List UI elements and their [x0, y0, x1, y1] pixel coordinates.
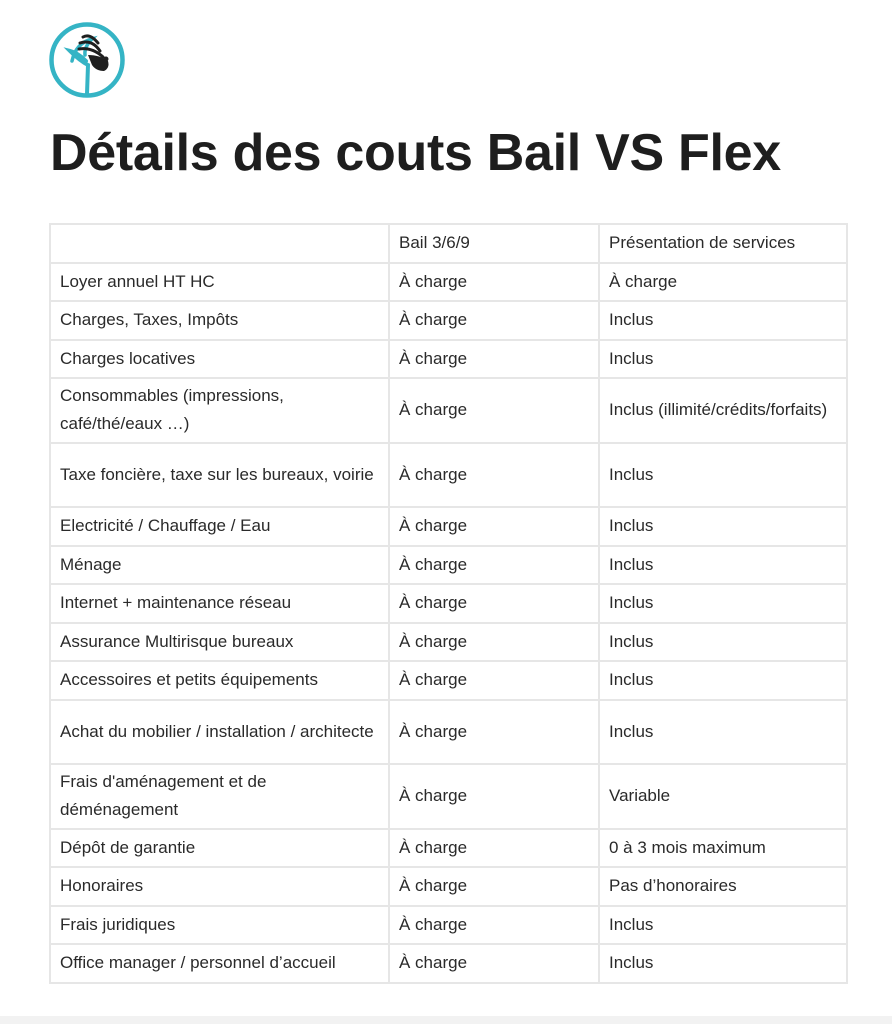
header-cell-bail: Bail 3/6/9 — [389, 224, 599, 263]
row-label-cell: Frais d'aménagement et de déménagement — [50, 764, 389, 829]
services-cell: Inclus — [599, 443, 847, 508]
row-label-cell: Internet + maintenance réseau — [50, 584, 389, 623]
row-label-cell: Accessoires et petits équipements — [50, 661, 389, 700]
table-row — [50, 301, 847, 340]
table-row — [50, 584, 847, 623]
services-cell: Inclus — [599, 301, 847, 340]
services-cell: Inclus (illimité/crédits/forfaits) — [599, 378, 847, 443]
table-row — [50, 944, 847, 983]
table-row — [50, 340, 847, 379]
row-label-cell: Dépôt de garantie — [50, 829, 389, 868]
page-title: Détails des couts Bail VS Flex — [50, 124, 781, 182]
bail-cell: À charge — [389, 661, 599, 700]
bail-cell: À charge — [389, 829, 599, 868]
table-row — [50, 764, 847, 829]
bail-cell: À charge — [389, 764, 599, 829]
row-label-cell: Electricité / Chauffage / Eau — [50, 507, 389, 546]
table-row — [50, 507, 847, 546]
table-row — [50, 263, 847, 302]
table-row — [50, 829, 847, 868]
services-cell: Inclus — [599, 584, 847, 623]
bail-cell: À charge — [389, 301, 599, 340]
row-label-cell: Taxe foncière, taxe sur les bureaux, voirie — [50, 443, 389, 508]
bail-cell: À charge — [389, 867, 599, 906]
row-label-cell: Consommables (impressions, café/thé/eaux …) — [50, 378, 389, 443]
table-header-row — [50, 224, 847, 263]
row-label-cell: Frais juridiques — [50, 906, 389, 945]
bail-cell: À charge — [389, 340, 599, 379]
bail-cell: À charge — [389, 584, 599, 623]
row-label-cell: Ménage — [50, 546, 389, 585]
bail-cell: À charge — [389, 507, 599, 546]
services-cell: Inclus — [599, 700, 847, 765]
services-cell: Inclus — [599, 340, 847, 379]
header-cell-empty — [50, 224, 389, 263]
bail-cell: À charge — [389, 700, 599, 765]
table-row — [50, 623, 847, 662]
bail-cell: À charge — [389, 443, 599, 508]
table-row — [50, 661, 847, 700]
abstract-figure-circle-logo-icon — [48, 21, 126, 99]
services-cell: Inclus — [599, 944, 847, 983]
table-row — [50, 867, 847, 906]
row-label-cell: Achat du mobilier / installation / architecte — [50, 700, 389, 765]
bottom-edge-strip — [0, 1016, 892, 1024]
cost-comparison-table — [49, 223, 848, 984]
header-cell-services: Présentation de services — [599, 224, 847, 263]
table-row — [50, 378, 847, 443]
table-row — [50, 700, 847, 765]
bail-cell: À charge — [389, 623, 599, 662]
row-label-cell: Office manager / personnel d’accueil — [50, 944, 389, 983]
row-label-cell: Charges locatives — [50, 340, 389, 379]
row-label-cell: Charges, Taxes, Impôts — [50, 301, 389, 340]
bail-cell: À charge — [389, 906, 599, 945]
bail-cell: À charge — [389, 944, 599, 983]
table-row — [50, 546, 847, 585]
services-cell: Inclus — [599, 661, 847, 700]
company-logo — [48, 21, 126, 99]
bail-cell: À charge — [389, 546, 599, 585]
row-label-cell: Loyer annuel HT HC — [50, 263, 389, 302]
services-cell: Pas d’honoraires — [599, 867, 847, 906]
row-label-cell: Honoraires — [50, 867, 389, 906]
services-cell: Inclus — [599, 623, 847, 662]
services-cell: Variable — [599, 764, 847, 829]
table-row — [50, 906, 847, 945]
table-row — [50, 443, 847, 508]
bail-cell: À charge — [389, 263, 599, 302]
services-cell: À charge — [599, 263, 847, 302]
bail-cell: À charge — [389, 378, 599, 443]
services-cell: 0 à 3 mois maximum — [599, 829, 847, 868]
services-cell: Inclus — [599, 906, 847, 945]
services-cell: Inclus — [599, 507, 847, 546]
services-cell: Inclus — [599, 546, 847, 585]
row-label-cell: Assurance Multirisque bureaux — [50, 623, 389, 662]
